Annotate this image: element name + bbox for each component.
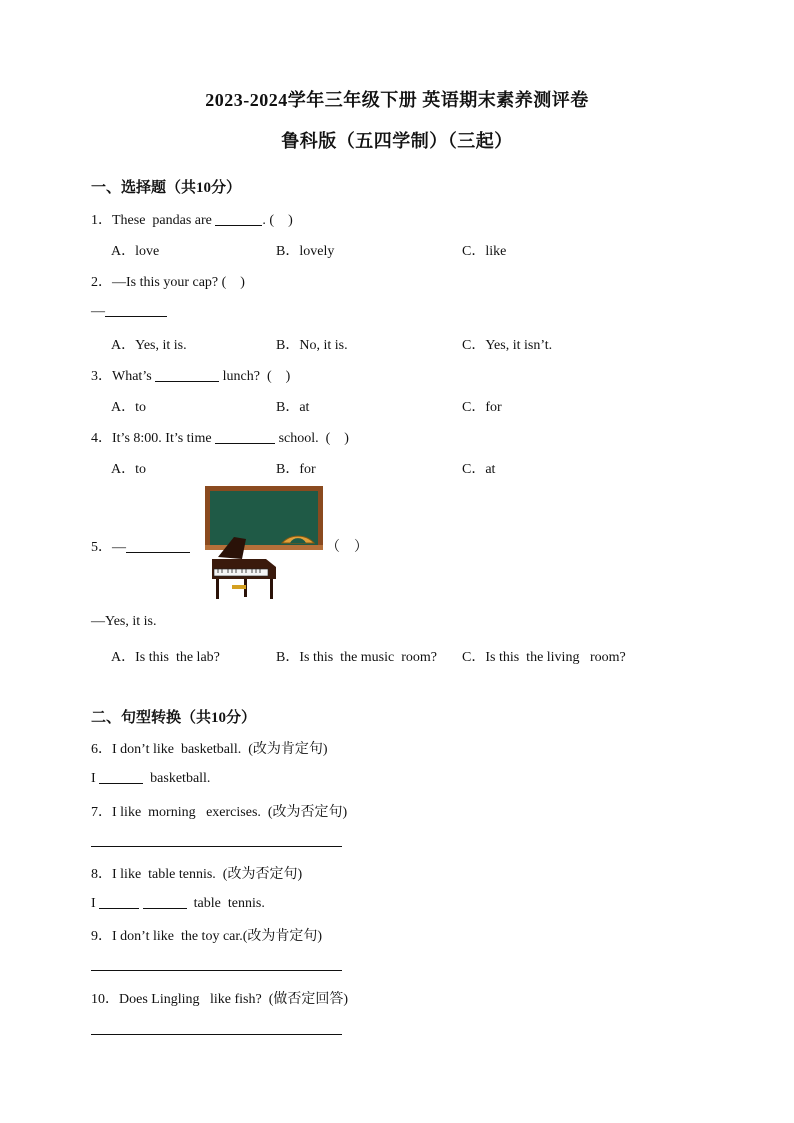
option-b[interactable]: B．at bbox=[276, 400, 310, 415]
question-8: 8．I like table tennis. (改为否定句) bbox=[91, 867, 303, 882]
option-a[interactable]: A．to bbox=[111, 400, 146, 415]
option-a[interactable]: A．to bbox=[111, 462, 146, 477]
option-b[interactable]: B．for bbox=[276, 462, 316, 477]
chalk-tray bbox=[205, 545, 323, 550]
question-number: 3． bbox=[91, 369, 112, 384]
question-1 bbox=[91, 209, 293, 229]
question-text-post: school. ( ) bbox=[275, 431, 349, 446]
question-text-post: . ( ) bbox=[262, 213, 293, 228]
dash: — bbox=[112, 540, 126, 555]
answer-suffix: basketball. bbox=[143, 771, 211, 786]
answer-parentheses[interactable]: （ ） bbox=[326, 540, 368, 555]
option-c[interactable]: C．at bbox=[462, 462, 496, 477]
option-b[interactable]: B．Is this the music room? bbox=[276, 650, 437, 665]
question-text-pre: These pandas are bbox=[112, 213, 216, 228]
option-a[interactable]: A．love bbox=[111, 244, 160, 259]
answer-blank[interactable] bbox=[105, 302, 167, 317]
option-a[interactable]: A．Is this the lab? bbox=[111, 650, 220, 665]
answer-blank[interactable] bbox=[155, 367, 219, 382]
option-c[interactable]: C．Is this the living room? bbox=[462, 650, 626, 665]
section-heading-choice: 一、选择题（共10分） bbox=[91, 180, 242, 196]
question-number: 1． bbox=[91, 213, 112, 228]
question-text-post: lunch? ( ) bbox=[219, 369, 291, 384]
question-number: 5． bbox=[91, 540, 112, 555]
answer-line[interactable] bbox=[91, 846, 342, 847]
option-c[interactable]: C．for bbox=[462, 400, 502, 415]
answer-prefix: I bbox=[91, 896, 100, 911]
option-a[interactable]: A．Yes, it is. bbox=[111, 338, 187, 353]
answer-line[interactable] bbox=[91, 970, 342, 971]
answer-blank[interactable] bbox=[99, 769, 143, 784]
question-4 bbox=[91, 427, 349, 447]
answer-blank[interactable] bbox=[126, 538, 190, 553]
option-c[interactable]: C．like bbox=[462, 244, 507, 259]
question-text-pre: What’s bbox=[112, 369, 156, 384]
question-2-answer-line bbox=[91, 302, 167, 320]
music-room-picture bbox=[204, 485, 328, 603]
question-5-reply: —Yes, it is. bbox=[91, 614, 157, 629]
answer-blank[interactable] bbox=[143, 894, 187, 909]
answer-prefix: I bbox=[91, 771, 100, 786]
question-6: 6．I don’t like basketball. (改为肯定句) bbox=[91, 742, 328, 757]
answer-blank[interactable] bbox=[99, 894, 139, 909]
answer-blank[interactable] bbox=[215, 211, 262, 226]
question-text-pre: It’s 8:00. It’s time bbox=[112, 431, 216, 446]
question-5 bbox=[91, 536, 190, 556]
exam-subtitle: 鲁科版（五四学制）（三起） bbox=[281, 131, 513, 151]
option-c[interactable]: C．Yes, it isn’t. bbox=[462, 338, 553, 353]
question-number: 2． bbox=[91, 275, 112, 290]
option-b[interactable]: B．No, it is. bbox=[276, 338, 348, 353]
question-10: 10．Does Lingling like fish? (做否定回答) bbox=[91, 992, 349, 1007]
dash: — bbox=[91, 304, 105, 319]
answer-line[interactable] bbox=[91, 1034, 342, 1035]
question-text: —Is this your cap? ( ) bbox=[112, 275, 245, 290]
option-b[interactable]: B．lovely bbox=[276, 244, 335, 259]
question-8-answer bbox=[91, 894, 265, 912]
question-number: 4． bbox=[91, 431, 112, 446]
answer-blank[interactable] bbox=[215, 429, 275, 444]
piano-pedals bbox=[232, 585, 246, 589]
question-2 bbox=[91, 271, 245, 291]
answer-suffix: table tennis. bbox=[186, 896, 265, 911]
exam-title: 2023-2024学年三年级下册 英语期末素养测评卷 bbox=[205, 90, 589, 110]
section-heading-transform: 二、句型转换（共10分） bbox=[91, 710, 257, 726]
question-6-answer bbox=[91, 769, 210, 787]
question-7: 7．I like morning exercises. (改为否定句) bbox=[91, 805, 348, 820]
piano-leg bbox=[216, 579, 219, 599]
question-3 bbox=[91, 365, 290, 385]
question-9: 9．I don’t like the toy car.(改为肯定句) bbox=[91, 929, 323, 944]
piano-leg bbox=[270, 579, 273, 599]
